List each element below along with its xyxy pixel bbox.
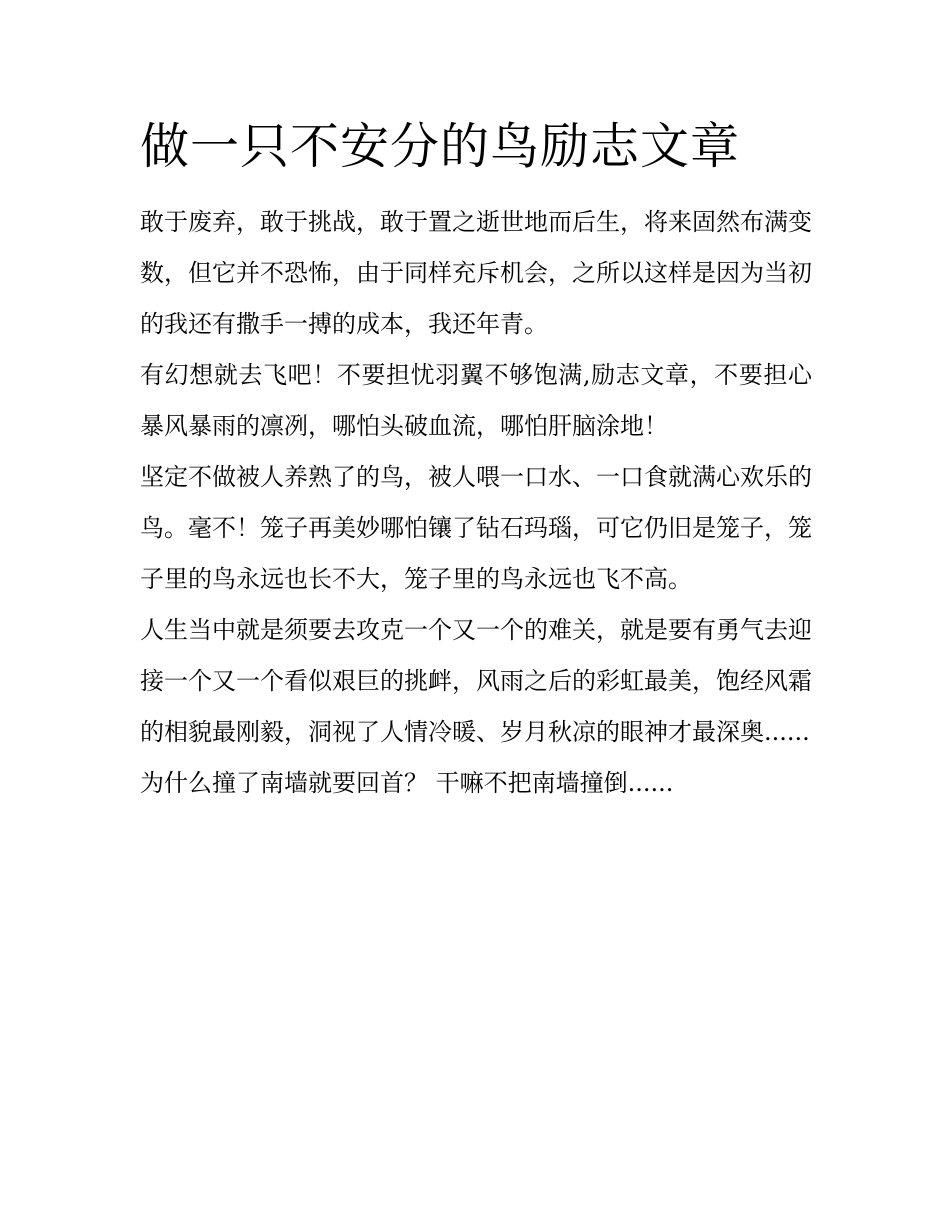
paragraph-3: 坚定不做被人养熟了的鸟，被人喂一口水、一口食就满心欢乐的鸟。毫不！笼子再美妙哪怕镶了钻石玛瑙，可它仍旧是笼子，笼子里的鸟永远也长不大，笼子里的鸟永远也飞不高。 xyxy=(140,463,812,593)
paragraph-1: 敢于废弃，敢于挑战，敢于置之逝世地而后生，将来固然布满变数，但它并不恐怖，由于同样充斥机会，之所以这样是因为当初的我还有撒手一搏的成本，我还年青。 xyxy=(140,208,812,338)
paragraph-2: 有幻想就去飞吧！不要担忧羽翼不够饱满,励志文章，不要担心暴风暴雨的凛冽，哪怕头破血流，哪怕肝脑涂地！ xyxy=(140,361,812,440)
document-title: 做一只不安分的鸟励志文章 xyxy=(140,118,741,175)
paragraph-5: 为什么撞了南墙就要回首？ 干嘛不把南墙撞倒...... xyxy=(140,769,674,797)
paragraph-4: 人生当中就是须要去攻克一个又一个的难关，就是要有勇气去迎接一个又一个看似艰巨的挑衅，风雨之后的彩虹最美，饱经风霜的相貌最刚毅，洞视了人情冷暖、岁月秋凉的眼神才最深奥...... xyxy=(140,616,812,746)
document-body xyxy=(140,197,812,809)
